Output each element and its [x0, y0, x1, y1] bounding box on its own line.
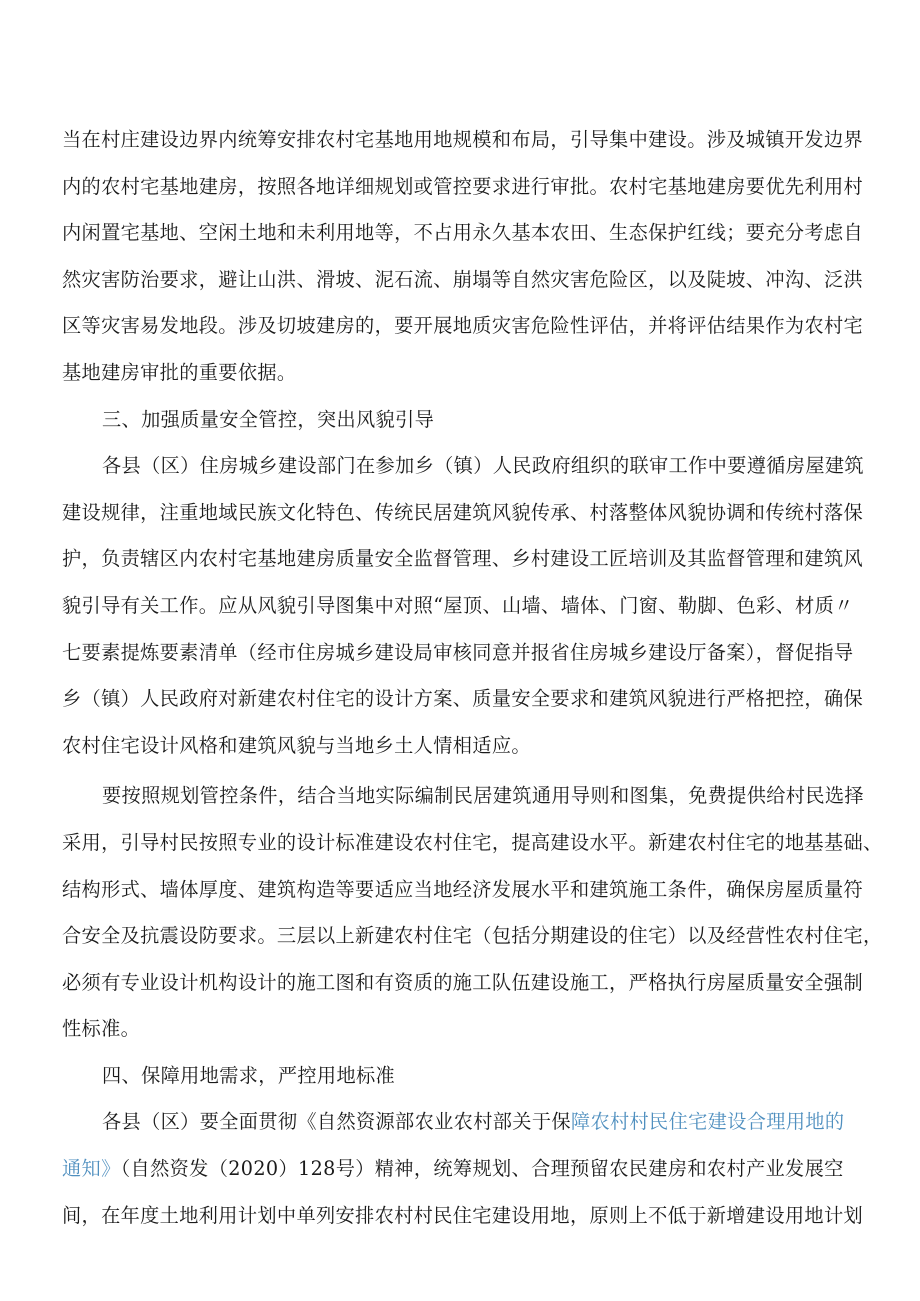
- text-line: 采用，引导村民按照专业的设计标准建设农村住宅，提高建设水平。新建农村住宅的地基基础、: [62, 830, 883, 854]
- text-span: 各县（区）要全面贯彻《自然资源部农业农村部关于保: [102, 1110, 571, 1134]
- document-page: [62, 117, 892, 1239]
- section-heading-4: 四、保障用地需求，严控用地标准: [102, 1063, 396, 1087]
- paragraph-3: [62, 773, 892, 1053]
- notice-link[interactable]: 障农村村民住宅建设合理用地的: [570, 1110, 845, 1134]
- text-line: 貌引导有关工作。应从风貌引导图集中对照“屋顶、山墙、墙体、门窗、勒脚、色彩、材质〃: [62, 593, 854, 617]
- text-line: 内的农村宅基地建房，按照各地详细规划或管控要求进行审批。农村宅基地建房要优先利用村: [62, 174, 864, 198]
- text-line: 性标准。: [62, 1017, 141, 1041]
- text-line: 护，负责辖区内农村宅基地建房质量安全监督管理、乡村建设工匠培训及其监督管理和建筑风: [62, 547, 864, 571]
- notice-link-continued[interactable]: 通知》: [62, 1157, 121, 1181]
- text-line: 结构形式、墙体厚度、建筑构造等要适应当地经济发展水平和建筑施工条件，确保房屋质量符: [62, 877, 864, 901]
- text-line: 区等灾害易发地段。涉及切坡建房的，要开展地质灾害危险性评估，并将评估结果作为农村宅: [62, 314, 864, 338]
- text-line: [62, 1099, 892, 1146]
- text-line: 要按照规划管控条件，结合当地实际编制民居建筑通用导则和图集，免费提供给村民选择: [102, 784, 864, 808]
- text-line: 乡（镇）人民政府对新建农村住宅的设计方案、质量安全要求和建筑风貌进行严格把控，确保: [62, 687, 864, 711]
- text-line: 七要素提炼要素清单（经市住房城乡建设局审核同意并报省住房城乡建设厅备案），督促指导: [62, 640, 854, 664]
- text-span: （自然资发（2020）128号）精神，统筹规划、合理预留农民建房和农村产业发展空: [120, 1157, 844, 1181]
- text-line: 农村住宅设计风格和建筑风貌与当地乡土人情相适应。: [62, 733, 531, 757]
- text-line: 必须有专业设计机构设计的施工图和有资质的施工队伍建设施工，严格执行房屋质量安全强制: [62, 970, 864, 994]
- paragraph-4: [62, 1099, 892, 1239]
- text-line: 合安全及抗震设防要求。三层以上新建农村住宅（包括分期建设的住宅）以及经营性农村住宅，: [62, 924, 883, 948]
- text-line: 各县（区）住房城乡建设部门在参加乡（镇）人民政府组织的联审工作中要遵循房屋建筑: [102, 454, 864, 478]
- text-line: 基地建房审批的重要依据。: [62, 360, 297, 384]
- section-heading-3: 三、加强质量安全管控，突出风貌引导: [102, 407, 435, 431]
- text-line: 当在村庄建设边界内统筹安排农村宅基地用地规模和布局，引导集中建设。涉及城镇开发边界: [62, 128, 864, 151]
- text-line: [62, 1146, 892, 1193]
- text-line: 内闲置宅基地、空闲土地和未利用地等，不占用永久基本农田、生态保护红线；要充分考虑自: [62, 221, 864, 245]
- text-line: 间，在年度土地利用计划中单列安排农村村民住宅建设用地，原则上不低于新增建设用地计划: [62, 1203, 864, 1227]
- paragraph-2: [62, 443, 892, 769]
- paragraph-1: [62, 117, 892, 397]
- text-line: 然灾害防治要求，避让山洪、滑坡、泥石流、崩塌等自然灾害危险区，以及陡坡、冲沟、泛洪: [62, 267, 864, 291]
- text-line: 建设规律，注重地域民族文化特色、传统民居建筑风貌传承、村落整体风貌协调和传统村落保: [62, 500, 864, 524]
